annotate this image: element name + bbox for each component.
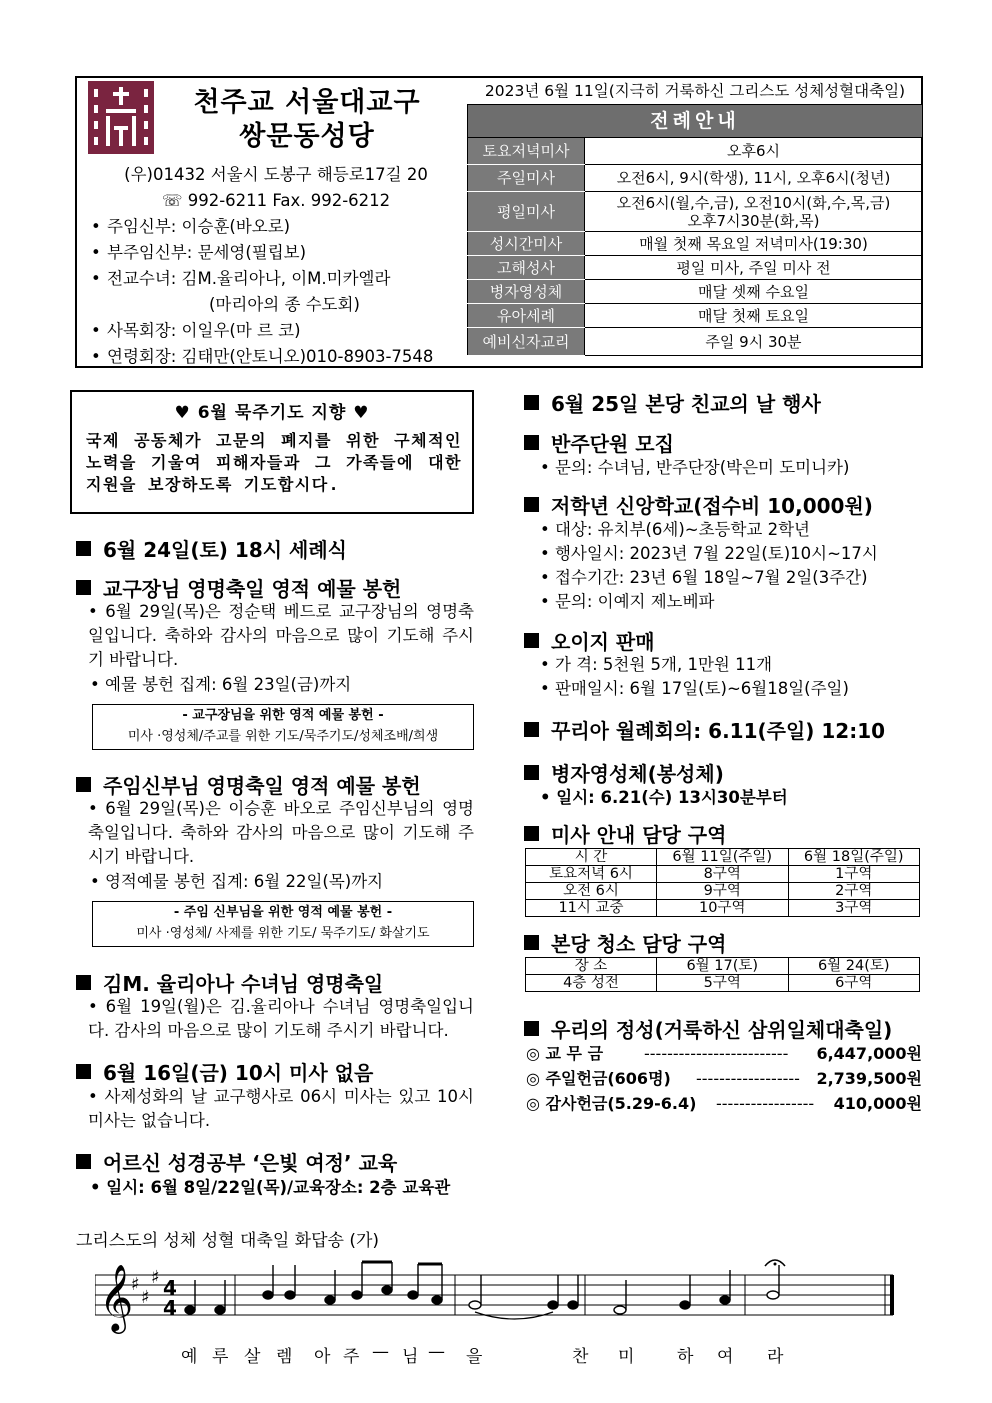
lyric-syllable: 여 — [717, 1347, 734, 1367]
svg-text:♯: ♯ — [141, 1287, 150, 1308]
table-cell: 6월 24(토) — [788, 958, 920, 975]
section-paragraph: • 6월 29일(목)은 이승훈 바오로 주임신부님의 영명축일입니다. 축하와 감사의 마음으로 많이 기도해 주시기 바랍니다. — [88, 799, 474, 866]
svg-text:♯: ♯ — [131, 1274, 140, 1295]
lyric-syllable: 아 — [314, 1347, 331, 1367]
staff-item: • 사목회장: 이일우(마 르 코) — [91, 321, 301, 340]
section-paragraph: • 사제성화의 날 교구행사로 06시 미사는 있고 10시 미사는 없습니다. — [88, 1087, 474, 1130]
prayer-text: 국제 공동체가 고문의 폐지를 위한 구체적인 노력을 기울여 피해자들과 그 가족들에 대한 지원을 보장하도록 기도합시다. — [86, 431, 462, 494]
offering-info-box — [92, 901, 474, 947]
section-bullet: • 문의: 수녀님, 반주단장(박은미 도미니카) — [540, 458, 850, 477]
svg-text:4: 4 — [163, 1296, 177, 1320]
section-heading: 우리의 정성(거룩하신 삼위일체대축일) — [524, 1014, 892, 1043]
offering-row: ◎ 주일헌금(606명) ------------------ 2,739,500원 — [526, 1069, 922, 1088]
box-title: - 주임 신부님을 위한 영적 예물 봉헌 - — [173, 905, 393, 920]
liturgy-key: 토요저녁미사 — [468, 138, 585, 165]
svg-text:4: 4 — [163, 1276, 177, 1300]
lyric-syllable: 라 — [767, 1347, 784, 1367]
lyric-syllable: 예 — [181, 1347, 198, 1367]
lyric-syllable: 하 — [677, 1347, 694, 1367]
table-cell: 6월 18일(주일) — [788, 849, 920, 866]
section-heading: 김M. 율리아나 수녀님 영명축일 — [76, 968, 383, 997]
lyric-syllable: 살 — [244, 1347, 261, 1367]
liturgy-value: 평일 미사, 주일 미사 전 — [585, 256, 923, 280]
parish-name — [177, 86, 437, 154]
table-cell: 5구역 — [657, 975, 789, 992]
staff-list — [91, 214, 471, 370]
liturgy-value: 오후6시 — [585, 138, 923, 165]
table-cell: 6월 11일(주일) — [657, 849, 789, 866]
table-cell: 2구역 — [788, 883, 920, 900]
section-bullet: • 일시: 6.21(수) 13시30분부터 — [540, 788, 788, 807]
bulletin-date: 2023년 6월 11일(지극히 거룩하신 그리스도 성체성혈대축일) — [467, 78, 923, 105]
section-heading: 교구장님 영명축일 영적 예물 봉헌 — [76, 573, 401, 602]
table-cell: 1구역 — [788, 866, 920, 883]
lyric-syllable: — — [428, 1342, 445, 1362]
svg-text:𝄞: 𝄞 — [99, 1263, 134, 1331]
cleaning-table — [525, 957, 920, 992]
table-cell: 오전 6시 — [526, 883, 657, 900]
liturgy-table — [467, 104, 923, 356]
lyric-syllable: 주 — [343, 1347, 360, 1367]
section-heading: 꾸리아 월례회의: 6.11(주일) 12:10 — [524, 715, 885, 744]
lyric-syllable: 루 — [212, 1347, 229, 1367]
table-cell: 장 소 — [526, 958, 657, 975]
liturgy-key: 성시간미사 — [468, 232, 585, 256]
liturgy-key: 병자영성체 — [468, 280, 585, 304]
section-heading: 미사 안내 담당 구역 — [524, 819, 726, 848]
staff-item-continued: (마리아의 종 수도회) — [209, 295, 360, 314]
staff-item: • 전교수녀: 김M.율리아나, 이M.미카엘라 — [91, 269, 391, 288]
offering-row: ◎ 감사헌금(5.29-6.4) ----------------- 410,000원 — [526, 1094, 922, 1113]
staff-item: • 부주임신부: 문세영(필립보) — [91, 243, 307, 262]
section-bullet: • 영적예물 봉헌 집계: 6월 22일(목)까지 — [90, 872, 384, 891]
section-heading: 저학년 신앙학교(접수비 10,000원) — [524, 490, 873, 519]
table-cell: 6월 17(토) — [657, 958, 789, 975]
lyric-syllable: 렘 — [276, 1347, 293, 1367]
section-heading: 6월 25일 본당 친교의 날 행사 — [524, 388, 821, 417]
prayer-title: ♥ 6월 묵주기도 지향 ♥ — [174, 403, 370, 423]
section-bullet: • 행사일시: 2023년 7월 22일(토)10시~17시 — [540, 544, 878, 563]
section-heading: 6월 16일(금) 10시 미사 없음 — [76, 1057, 373, 1086]
box-text: 미사 ·영성체/ 사제를 위한 기도/ 묵주기도/ 화살기도 — [136, 926, 430, 941]
box-title: - 교구장님을 위한 영적 예물 봉헌 - — [182, 708, 384, 723]
section-heading: 주임신부님 영명축일 영적 예물 봉헌 — [76, 770, 421, 799]
address-line: (우)01432 서울시 도봉구 해등로17길 20 — [124, 165, 428, 184]
table-cell: 11시 교중 — [526, 900, 657, 917]
section-heading: 반주단원 모집 — [524, 428, 674, 457]
table-cell: 3구역 — [788, 900, 920, 917]
section-heading: 본당 청소 담당 구역 — [524, 928, 726, 957]
liturgy-key: 평일미사 — [468, 192, 585, 232]
table-cell: 시 간 — [526, 849, 657, 866]
section-paragraph: • 6월 19일(월)은 김.율리아나 수녀님 영명축일입니다. 감사의 마음으로 많이 기도해 주시기 바랍니다. — [88, 997, 474, 1040]
section-bullet: • 일시: 6월 8일/22일(목)/교육장소: 2층 교육관 — [90, 1178, 451, 1197]
section-bullet: • 판매일시: 6월 17일(토)~6월18일(주일) — [540, 679, 849, 698]
liturgy-key: 고해성사 — [468, 256, 585, 280]
lyric-syllable: 을 — [466, 1347, 483, 1367]
section-heading: 병자영성체(봉성체) — [524, 758, 724, 787]
table-cell: 8구역 — [657, 866, 789, 883]
lyric-syllable: 님 — [402, 1347, 419, 1367]
table-cell: 토요저녁 6시 — [526, 866, 657, 883]
liturgy-value: 오전6시, 9시(학생), 11시, 오후6시(청년) — [585, 165, 923, 192]
table-cell: 10구역 — [657, 900, 789, 917]
mass-guide-table — [525, 848, 920, 917]
phone-line: ☏ 992-6211 Fax. 992-6212 — [161, 191, 391, 210]
parish-name-line1: 천주교 서울대교구 — [193, 87, 421, 118]
table-cell: 9구역 — [657, 883, 789, 900]
section-bullet: • 접수기간: 23년 6월 18일~7월 2일(3주간) — [540, 568, 868, 587]
staff-item: • 주임신부: 이승훈(바오로) — [91, 217, 291, 236]
liturgy-key: 주일미사 — [468, 165, 585, 192]
bulletin-header — [75, 76, 923, 368]
section-bullet: • 대상: 유치부(6세)~초등학교 2학년 — [540, 520, 810, 539]
section-bullet: • 가 격: 5천원 5개, 1만원 11개 — [540, 655, 773, 674]
table-cell: 6구역 — [788, 975, 920, 992]
liturgy-value: 매월 첫째 목요일 저녁미사(19:30) — [585, 232, 923, 256]
section-heading: 오이지 판매 — [524, 626, 655, 655]
table-cell: 4층 성전 — [526, 975, 657, 992]
hymn-title: 그리스도의 성체 성혈 대축일 화답송 (가) — [76, 1231, 380, 1251]
offering-info-box — [92, 704, 474, 750]
section-paragraph: • 6월 29일(목)은 정순택 베드로 교구장님의 영명축일입니다. 축하와 감사의 마음으로 많이 기도해 주시기 바랍니다. — [88, 602, 474, 669]
box-text: 미사 ·영성체/주교를 위한 기도/묵주기도/성체조배/희생 — [127, 729, 439, 744]
lyric-syllable: 미 — [618, 1347, 635, 1367]
parish-name-line2: 쌍문동성당 — [239, 121, 375, 152]
liturgy-value: 매달 셋째 수요일 — [585, 280, 923, 304]
section-bullet: • 예물 봉헌 집계: 6월 23일(금)까지 — [90, 675, 352, 694]
section-bullet: • 문의: 이예지 제노베파 — [540, 592, 715, 611]
section-heading: 어르신 성경공부 ‘은빛 여정’ 교육 — [76, 1147, 397, 1176]
offering-row: ◎ 교 무 금 ------------------------- 6,447,000원 — [526, 1044, 922, 1063]
staff-item: • 연령회장: 김태만(안토니오)010-8903-7548 — [91, 347, 434, 366]
lyric-syllable: 찬 — [572, 1347, 589, 1367]
liturgy-value: 매달 첫째 토요일 — [585, 304, 923, 328]
liturgy-key: 유아세례 — [468, 304, 585, 328]
liturgy-value: 주일 9시 30분 — [585, 328, 923, 356]
svg-text:♯: ♯ — [151, 1267, 160, 1288]
liturgy-key: 예비신자교리 — [468, 328, 585, 356]
prayer-intention-box — [70, 390, 474, 514]
church-logo-icon — [88, 81, 154, 154]
lyric-syllable: — — [372, 1342, 389, 1362]
liturgy-value: 오전6시(월,수,금), 오전10시(화,수,목,금) 오후7시30분(화,목) — [585, 192, 923, 232]
section-heading: 6월 24일(토) 18시 세례식 — [76, 534, 347, 563]
parish-address — [85, 162, 467, 214]
liturgy-title: 전례안내 — [468, 105, 923, 138]
